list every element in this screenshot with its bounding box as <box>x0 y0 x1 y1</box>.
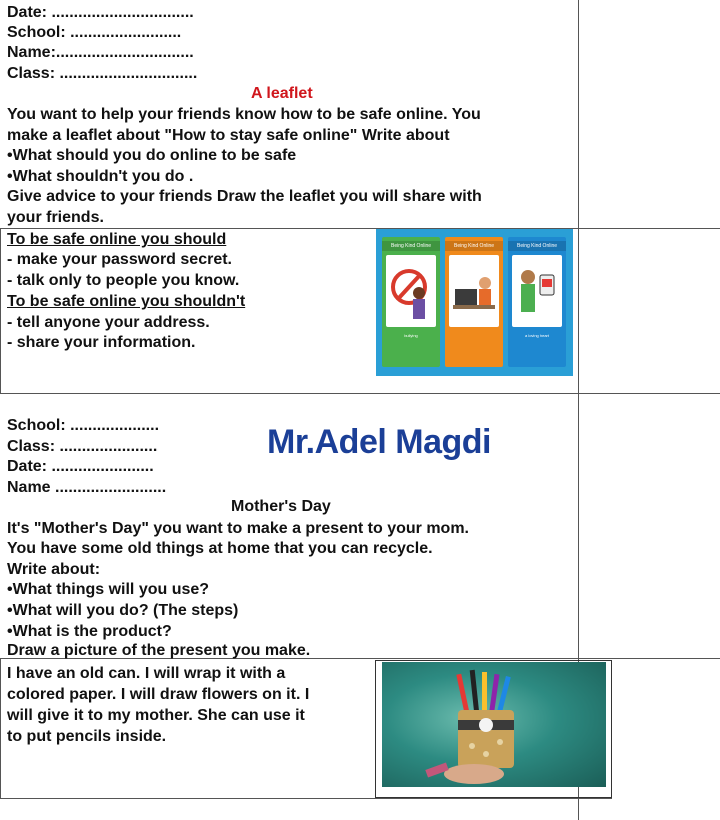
panel-title: Being Kind Online <box>382 241 440 251</box>
prompt-line: You have some old things at home that you can recycle. <box>7 540 433 557</box>
answer-line: colored paper. I will draw flowers on it. I <box>7 686 310 703</box>
leaflet-picture <box>376 229 573 376</box>
date-field: Date: ................................ <box>7 4 194 21</box>
school-field: School: ......................... <box>7 24 182 41</box>
shouldnt-item: - tell anyone your address. <box>7 314 210 331</box>
school-field: School: .................... <box>7 417 160 434</box>
leaflet-panel <box>508 237 566 367</box>
answer-line: to put pencils inside. <box>7 728 167 745</box>
should-heading: To be safe online you should <box>7 231 227 248</box>
shouldnt-heading: To be safe online you shouldn't <box>7 293 246 310</box>
instruction-line: Draw a picture of the present you make. <box>7 642 311 659</box>
leaflet-panel <box>445 237 503 367</box>
grid-line <box>0 798 612 799</box>
answer-line: I have an old can. I will wrap it with a <box>7 665 286 682</box>
panel-note <box>449 333 499 363</box>
grid-line <box>0 658 1 798</box>
panel-note: bullying <box>404 333 418 338</box>
mothers-day-title: Mother's Day <box>231 498 331 515</box>
panel-title: Being Kind Online <box>508 241 566 251</box>
should-item: - talk only to people you know. <box>7 272 240 289</box>
shouldnt-item: - share your information. <box>7 334 196 351</box>
grid-line <box>0 228 1 394</box>
grid-line <box>0 393 720 394</box>
prompt-line: make a leaflet about "How to stay safe online" Write about <box>7 127 450 144</box>
prompt-line: It's "Mother's Day" you want to make a present to your mom. <box>7 520 469 537</box>
bullet-item: • What shouldn't you do . <box>7 167 193 188</box>
panel-scene <box>449 255 499 327</box>
panel-note: a loving heart <box>524 333 549 338</box>
leaflet-panel <box>382 237 440 367</box>
panel-scene <box>512 255 562 327</box>
instruction-line: Give advice to your friends Draw the leaflet you will share with <box>7 188 482 205</box>
prompt-line: Write about: <box>7 561 101 578</box>
bullet-item: • What will you do? (The steps) <box>7 601 238 622</box>
instruction-line: your friends. <box>7 209 104 226</box>
class-field: Class: ............................... <box>7 65 198 82</box>
prompt-line: You want to help your friends know how to be safe online. You <box>7 106 481 123</box>
name-field: Name ......................... <box>7 479 167 496</box>
answer-line: will give it to my mother. She can use it <box>7 707 305 724</box>
panel-scene <box>386 255 436 327</box>
should-item: - make your password secret. <box>7 251 232 268</box>
teacher-name: Mr.Adel Magdi <box>267 423 491 461</box>
class-field: Class: ...................... <box>7 438 158 455</box>
bullet-item: • What should you do online to be safe <box>7 146 296 167</box>
pencil-cup-photo <box>382 662 606 787</box>
panel-title: Being Kind Online <box>445 241 503 251</box>
grid-line <box>0 228 720 229</box>
date-field: Date: ....................... <box>7 458 154 475</box>
bullet-item: • What is the product? <box>7 622 172 643</box>
leaflet-title: A leaflet <box>251 85 313 102</box>
name-field: Name:............................... <box>7 44 194 61</box>
bullet-item: • What things will you use? <box>7 580 209 601</box>
